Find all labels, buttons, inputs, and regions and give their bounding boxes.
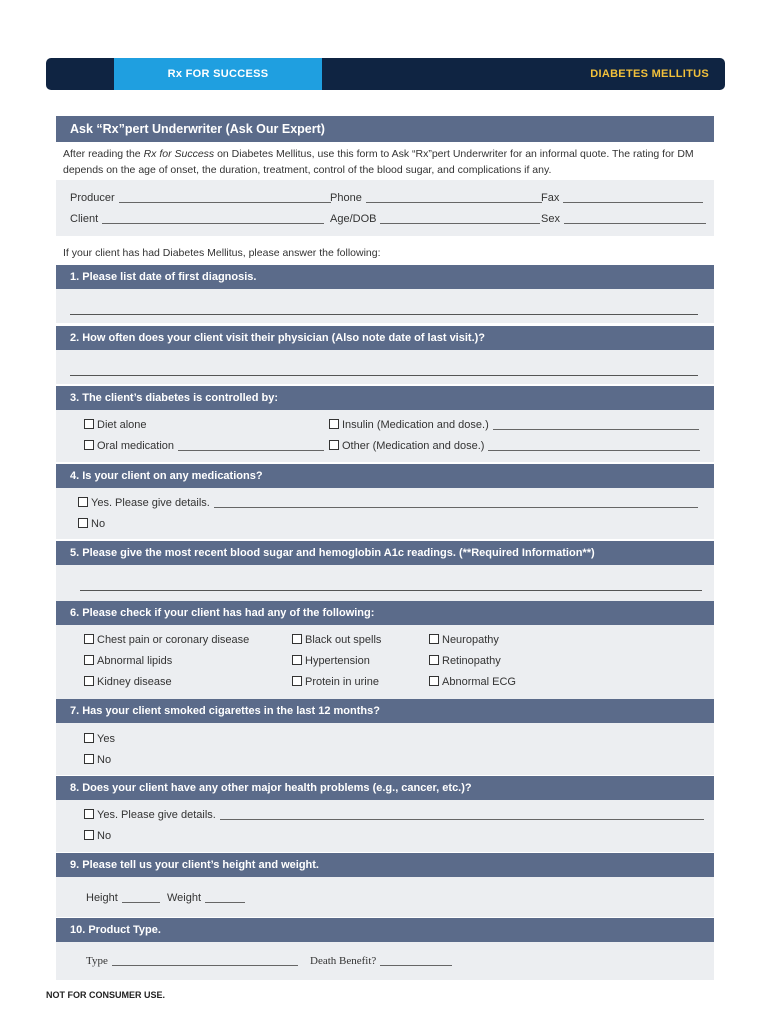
kidney-disease-option[interactable]: Kidney disease (84, 676, 172, 688)
sex-field[interactable]: Sex (541, 213, 706, 225)
question-8-header: 8. Does your client have any other major health problems (e.g., cancer, etc.)? (56, 776, 714, 800)
checkbox[interactable] (84, 809, 94, 819)
question-1-panel (56, 289, 714, 323)
checkbox[interactable] (84, 733, 94, 743)
black-out-option[interactable]: Black out spells (292, 634, 381, 646)
health-problems-no-option[interactable]: No (84, 830, 111, 842)
fax-field[interactable]: Fax (541, 192, 703, 204)
other-option[interactable]: Other (Medication and dose.) (329, 440, 700, 452)
checkbox[interactable] (84, 830, 94, 840)
checkbox[interactable] (84, 655, 94, 665)
section-prompt: If your client has had Diabetes Mellitus, please answer the following: (63, 247, 381, 259)
checkbox[interactable] (78, 518, 88, 528)
question-6-header: 6. Please check if your client has had any of the following: (56, 601, 714, 625)
footer-note: NOT FOR CONSUMER USE. (46, 990, 166, 1000)
checkbox[interactable] (84, 419, 94, 429)
checkbox[interactable] (84, 440, 94, 450)
question-5-answer-line[interactable] (80, 590, 702, 591)
checkbox[interactable] (329, 440, 339, 450)
checkbox[interactable] (84, 754, 94, 764)
question-2-answer-line[interactable] (70, 375, 698, 376)
medications-yes-option[interactable]: Yes. Please give details. (78, 497, 698, 509)
producer-field[interactable]: Producer (70, 192, 331, 204)
question-4-header: 4. Is your client on any medications? (56, 464, 714, 488)
question-10-header: 10. Product Type. (56, 918, 714, 942)
health-problems-yes-option[interactable]: Yes. Please give details. (84, 809, 704, 821)
client-field[interactable]: Client (70, 213, 324, 225)
question-3-panel (56, 410, 714, 462)
checkbox[interactable] (429, 676, 439, 686)
height-field[interactable]: Height (86, 892, 160, 904)
checkbox[interactable] (292, 655, 302, 665)
question-2-header: 2. How often does your client visit their physician (Also note date of last visit.)? (56, 326, 714, 350)
question-7-panel (56, 723, 714, 775)
age-dob-field[interactable]: Age/DOB (330, 213, 540, 225)
neuropathy-option[interactable]: Neuropathy (429, 634, 499, 646)
question-1-header: 1. Please list date of first diagnosis. (56, 265, 714, 289)
checkbox[interactable] (292, 676, 302, 686)
question-8-panel (56, 800, 714, 852)
checkbox[interactable] (78, 497, 88, 507)
checkbox[interactable] (84, 634, 94, 644)
retinopathy-option[interactable]: Retinopathy (429, 655, 501, 667)
question-3-header: 3. The client’s diabetes is controlled by: (56, 386, 714, 410)
checkbox[interactable] (84, 676, 94, 686)
phone-field[interactable]: Phone (330, 192, 542, 204)
form-title: Ask “Rx”pert Underwriter (Ask Our Expert) (56, 116, 714, 142)
question-4-panel (56, 488, 714, 539)
top-banner (46, 58, 725, 90)
weight-field[interactable]: Weight (167, 892, 245, 904)
chest-pain-option[interactable]: Chest pain or coronary disease (84, 634, 249, 646)
checkbox[interactable] (292, 634, 302, 644)
question-1-answer-line[interactable] (70, 314, 698, 315)
question-7-header: 7. Has your client smoked cigarettes in the last 12 months? (56, 699, 714, 723)
abnormal-lipids-option[interactable]: Abnormal lipids (84, 655, 172, 667)
banner-right-label: DIABETES MELLITUS (590, 68, 709, 80)
checkbox[interactable] (429, 634, 439, 644)
oral-medication-option[interactable]: Oral medication (84, 440, 324, 452)
abnormal-ecg-option[interactable]: Abnormal ECG (429, 676, 516, 688)
insulin-option[interactable]: Insulin (Medication and dose.) (329, 419, 699, 431)
question-2-panel (56, 350, 714, 384)
banner-left-label: Rx FOR SUCCESS (114, 58, 322, 90)
type-field[interactable]: Type (86, 955, 298, 967)
question-5-panel (56, 565, 714, 601)
smoked-no-option[interactable]: No (84, 754, 111, 766)
smoked-yes-option[interactable]: Yes (84, 733, 115, 745)
contact-panel (56, 180, 714, 236)
question-9-header: 9. Please tell us your client’s height and weight. (56, 853, 714, 877)
diet-alone-option[interactable]: Diet alone (84, 419, 147, 431)
death-benefit-field[interactable]: Death Benefit? (310, 955, 452, 967)
hypertension-option[interactable]: Hypertension (292, 655, 370, 667)
question-5-header: 5. Please give the most recent blood sugar and hemoglobin A1c readings. (**Required Information**) (56, 541, 714, 565)
checkbox[interactable] (329, 419, 339, 429)
medications-no-option[interactable]: No (78, 518, 105, 530)
protein-urine-option[interactable]: Protein in urine (292, 676, 379, 688)
checkbox[interactable] (429, 655, 439, 665)
intro-text: After reading the Rx for Success on Diabetes Mellitus, use this form to Ask “Rx”pert Underwriter for an informal quote. The rating for DM depends on the age of onset, the duration, treatment, control of the blood sugar, and complications if any. (63, 148, 694, 176)
